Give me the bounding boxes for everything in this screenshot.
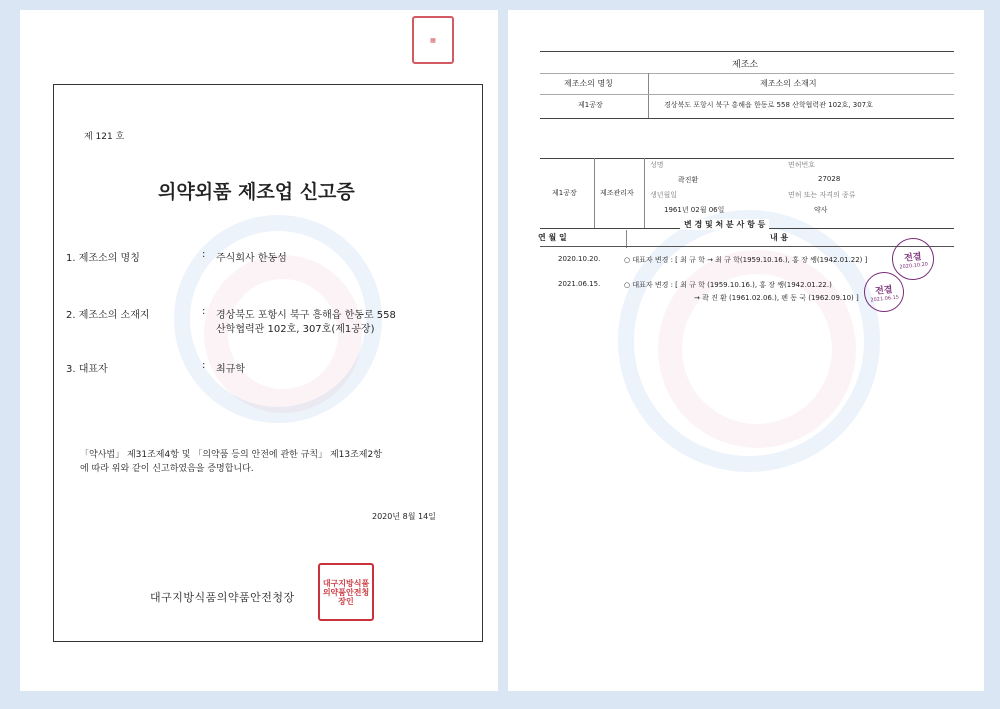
birth-label: 생년월일 <box>650 191 678 199</box>
item-label-address: 2. 제조소의 소재지 <box>66 310 150 321</box>
item-value-address: 경상북도 포항시 북구 흥해읍 한동로 558 <box>216 310 396 321</box>
birth-date: 1961년 02월 06일 <box>664 206 725 214</box>
top-seal: ▦ <box>412 16 454 64</box>
change-text: ○ 대표자 변경 : [ 최 규 학 → 최 규 학(1959.10.16.), 홍 장 쌩(1942.01.22) ] <box>624 256 868 264</box>
change-date: 2021.06.15. <box>558 280 601 288</box>
change-text-2: → 곽 진 환 (1961.02.06.), 펜 동 국 (1962.09.10) ] <box>694 294 859 302</box>
item-value-representative: 최규학 <box>216 364 245 375</box>
certificate-number: 제 121 호 <box>84 132 125 142</box>
item-label-representative: 3. 대표자 <box>66 364 108 375</box>
change-date: 2020.10.20. <box>558 255 601 263</box>
change-text: ○ 대표자 변경 : [ 최 규 학 (1959.10.16.), 홍 장 쌩(1942.01.22.) <box>624 281 832 289</box>
license-label: 면허번호 <box>788 161 816 169</box>
issuer-name: 대구지방식품의약품안전청장 <box>150 591 295 604</box>
license-number: 27028 <box>818 175 841 183</box>
manager-role: 제조관리자 <box>600 189 634 197</box>
item-label-name: 1. 제조소의 명칭 <box>66 253 140 264</box>
certificate-page <box>20 10 498 691</box>
issue-date: 2020년 8월 14일 <box>372 512 436 521</box>
qualification-value: 약사 <box>814 206 828 214</box>
qualification-label: 면허 또는 자격의 종류 <box>788 191 856 199</box>
changes-col-date: 연 월 일 <box>538 233 567 242</box>
section-title: 제조소 <box>732 60 759 70</box>
col-factory-name: 제조소의 명칭 <box>564 79 613 88</box>
official-seal-text: 대구지방식품의약품안전청장인 <box>322 578 370 606</box>
manager-name-label: 성명 <box>650 161 664 169</box>
statement-line-1: 「약사법」 제31조제4항 및 「의약품 등의 안전에 관한 규칙」 제13조제2항 <box>80 450 382 460</box>
item-colon-address: : <box>202 306 206 317</box>
item-value-name: 주식회사 한동섬 <box>216 253 287 264</box>
item-colon-representative: : <box>202 360 206 371</box>
changes-col-content: 내 용 <box>770 233 789 242</box>
stamp-date: 2021.06.15 <box>870 293 900 303</box>
certificate-frame <box>53 84 483 642</box>
attachment-page <box>508 10 984 691</box>
changes-title: 변 경 및 처 분 사 항 등 <box>680 219 769 230</box>
factory-name: 제1공장 <box>578 101 603 109</box>
manager-name: 곽진환 <box>678 176 699 184</box>
statement-line-2: 에 따라 위와 같이 신고하였음을 증명합니다. <box>80 464 254 474</box>
stamp-date: 2020.10.20 <box>899 260 929 270</box>
item-colon-name: : <box>202 249 206 260</box>
factory-address: 경상북도 포항시 북구 흥해읍 한동로 558 산학협력관 102호, 307호 <box>664 101 873 109</box>
certificate-title: 의약외품 제조업 신고증 <box>158 181 355 203</box>
item-value-address-2: 산학협력관 102호, 307호(제1공장) <box>216 324 375 335</box>
official-seal <box>318 563 374 621</box>
manager-factory: 제1공장 <box>552 189 577 197</box>
stamp-word: 전결 <box>874 284 894 297</box>
approval-stamp <box>890 236 936 282</box>
stamp-word: 전결 <box>903 251 923 264</box>
col-factory-address: 제조소의 소재지 <box>760 79 817 88</box>
